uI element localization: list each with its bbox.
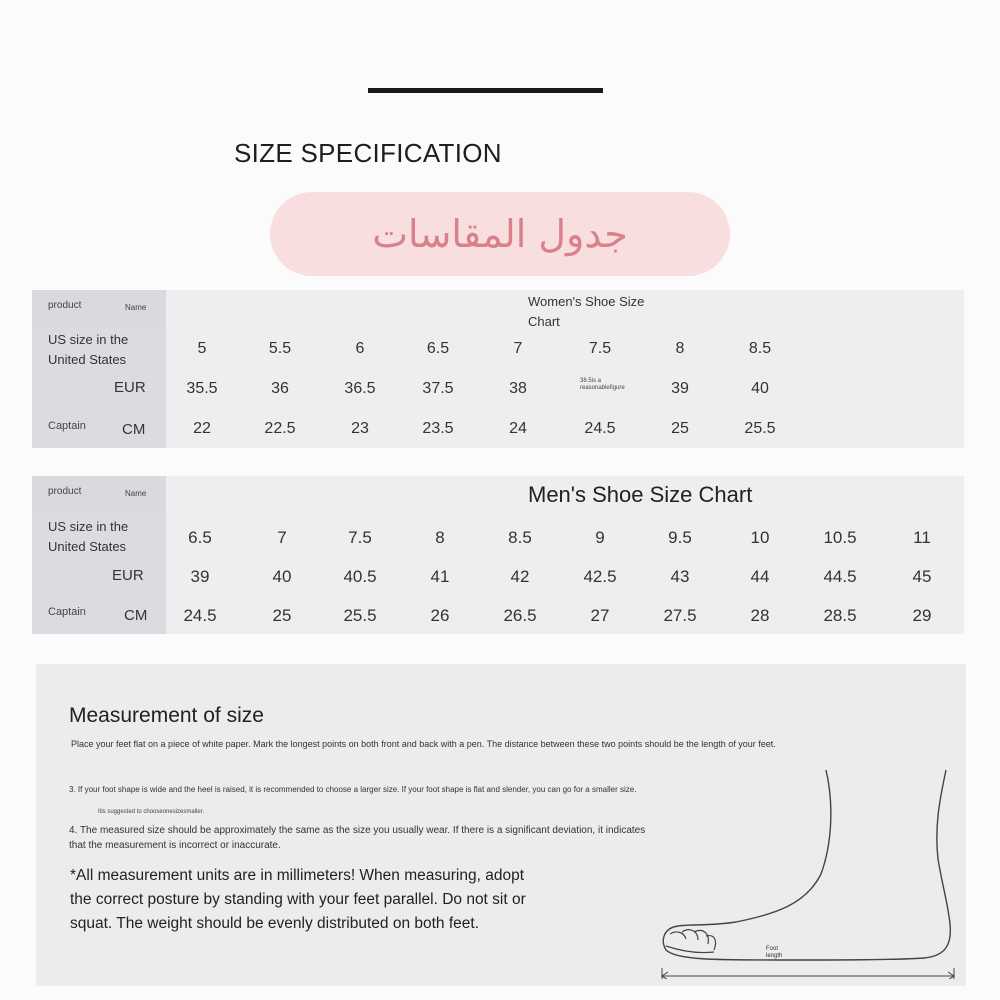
table-cell: 44	[750, 567, 770, 586]
eur-note: 38.5is a reasonablefigure	[580, 378, 625, 391]
men-chart-title: Men's Shoe Size Chart	[528, 482, 753, 507]
arabic-title-badge	[270, 192, 730, 276]
table-cell: 40.5	[343, 567, 377, 586]
measurement-step-3-note: Itis suggested to chooseonesizesmaller.	[98, 809, 205, 815]
header-label-cell	[32, 290, 166, 328]
table-cell: 9	[595, 528, 605, 547]
table-cell: 22.5	[264, 420, 296, 437]
table-cell: 28.5	[823, 606, 857, 625]
measurement-step-1: Place your feet flat on a piece of white paper. Mark the longest points on both front and back with a pen. The distance between these two points should be the length of your feet.	[71, 739, 776, 749]
table-cell: 42.5	[583, 567, 617, 586]
table-cell: 11	[913, 528, 931, 547]
women-size-table	[32, 290, 964, 448]
table-cell: 42	[510, 567, 530, 586]
table-cell: 6.5	[426, 340, 450, 357]
table-cell: 8	[675, 340, 685, 357]
table-cell: 7.5	[348, 528, 372, 547]
measurement-step-3: 3. If your foot shape is wide and the heel is raised, it is recommended to choose a larger size. If your foot shape is flat and slender, you can go for a smaller size.	[69, 785, 637, 794]
product-label: product	[48, 486, 82, 497]
table-cell: 25.5	[744, 420, 776, 437]
table-cell: 23	[351, 420, 369, 437]
us-size-label: US size in the United States	[48, 332, 129, 367]
table-cell: 10	[750, 528, 770, 547]
name-label: Name	[125, 489, 147, 498]
arabic-title: جدول المقاسات	[372, 212, 628, 256]
foot-diagram-icon	[656, 764, 956, 979]
us-size-label: US size in the United States	[48, 519, 129, 554]
table-cell: 8.5	[508, 528, 532, 547]
table-cell: 40	[751, 380, 769, 397]
table-cell: 27.5	[663, 606, 697, 625]
cm-label: CM	[122, 421, 146, 438]
table-cell: 24.5	[183, 606, 217, 625]
page-title: SIZE SPECIFICATION	[234, 138, 502, 168]
table-cell: 37.5	[422, 380, 454, 397]
table-cell: 25.5	[343, 606, 377, 625]
measurement-panel	[36, 664, 966, 986]
women-chart-title: Women's Shoe Size Chart	[528, 294, 645, 329]
table-cell: 25	[272, 606, 292, 625]
eur-label: EUR	[114, 379, 146, 396]
table-cell: 7.5	[588, 340, 612, 357]
table-cell: 8.5	[748, 340, 772, 357]
table-cell: 5.5	[268, 340, 292, 357]
table-cell: 45	[912, 567, 932, 586]
men-size-table	[32, 476, 964, 634]
table-cell: 43	[670, 567, 690, 586]
table-cell: 36.5	[344, 380, 376, 397]
table-cell: 28	[750, 606, 770, 625]
product-label: product	[48, 300, 82, 311]
captain-label: Captain	[48, 606, 86, 618]
table-cell: 39	[190, 567, 210, 586]
table-cell: 39	[671, 380, 689, 397]
table-cell: 24	[509, 420, 527, 437]
table-cell: 26.5	[503, 606, 537, 625]
table-cell: 41	[430, 567, 450, 586]
table-cell: 38	[509, 380, 527, 397]
table-cell: 7	[513, 340, 523, 357]
table-cell: 6.5	[188, 528, 212, 547]
table-cell: 24.5	[584, 420, 616, 437]
table-cell: 7	[277, 528, 287, 547]
name-label: Name	[125, 303, 147, 312]
table-cell: 40	[272, 567, 292, 586]
top-divider	[368, 88, 603, 93]
table-cell: 27	[590, 606, 610, 625]
measurement-heading: Measurement of size	[69, 704, 264, 727]
table-cell: 8	[435, 528, 445, 547]
eur-label: EUR	[112, 567, 144, 584]
table-cell: 23.5	[422, 420, 454, 437]
table-cell: 36	[271, 380, 289, 397]
table-cell: 29	[912, 606, 932, 625]
cm-label: CM	[124, 607, 148, 624]
table-cell: 44.5	[823, 567, 857, 586]
captain-label: Captain	[48, 420, 86, 432]
table-cell: 6	[355, 340, 365, 357]
measurement-note: *All measurement units are in millimeters! When measuring, adopt the correct posture by standing with your feet parallel. Do not sit or squat. The weight should be evenly distributed on both feet.	[70, 867, 526, 932]
header-label-cell	[32, 476, 166, 514]
table-cell: 22	[193, 420, 211, 437]
measurement-step-4: 4. The measured size should be approximately the same as the size you usually wear. If there is a significant deviation, it indicates that the measurement is incorrect or inaccurate.	[69, 825, 646, 851]
table-cell: 9.5	[668, 528, 692, 547]
table-cell: 5	[197, 340, 207, 357]
foot-length-label: Foot length	[766, 946, 783, 959]
table-cell: 10.5	[823, 528, 857, 547]
table-cell: 25	[671, 420, 689, 437]
table-cell: 26	[430, 606, 450, 625]
table-cell: 35.5	[186, 380, 218, 397]
